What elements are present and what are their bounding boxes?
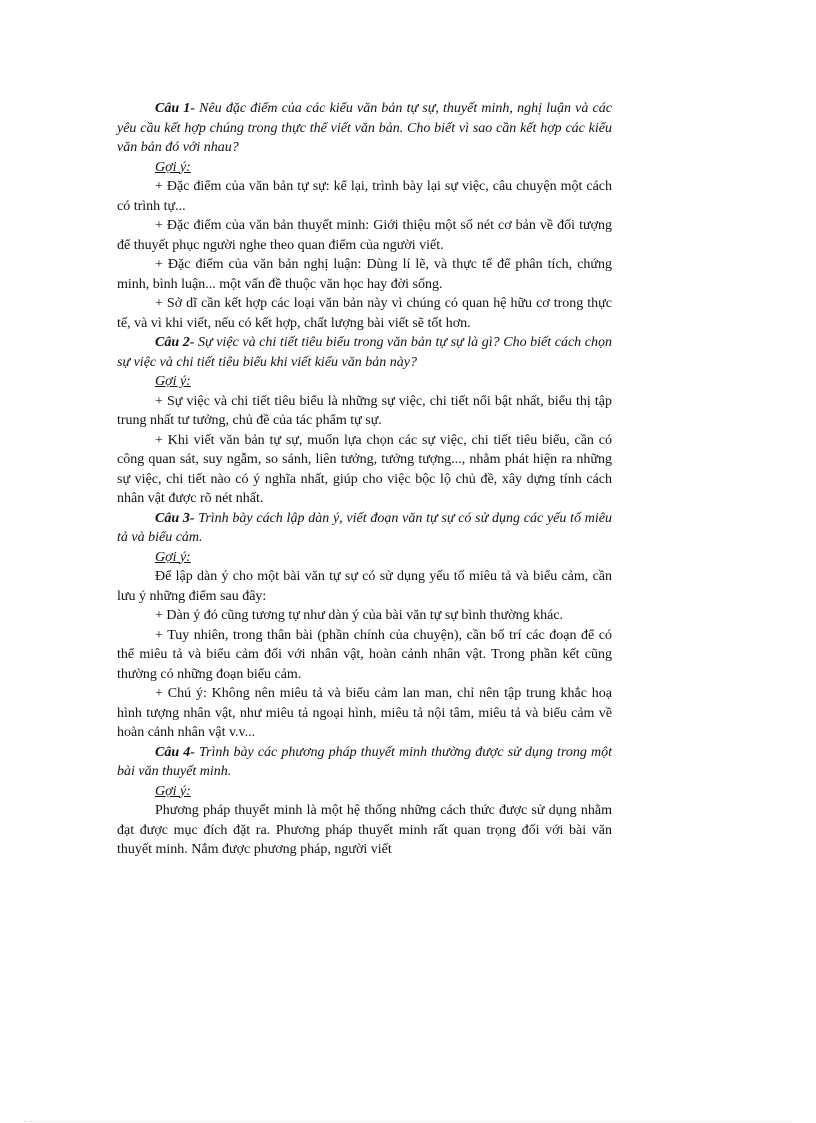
question-number: Câu 3- [155,510,195,526]
hint-label: Gợi ý: [155,783,191,799]
paragraph: + Sở dĩ cần kết hợp các loại văn bản này vì chúng có quan hệ hữu cơ trong thực tế, và vì khi viết, nếu có kết hợp, chất lượng bài viết sẽ tốt hơn. [117,296,612,331]
question-text: Trình bày cách lập dàn ý, viết đoạn văn tự sự có sử dụng các yếu tố miêu tả và biểu cảm. [117,510,612,545]
question-number: Câu 4- [155,744,195,760]
hint-label: Gợi ý: [155,374,191,389]
document-body [117,99,612,860]
paragraph: + Dàn ý đó cũng tương tự như dàn ý của bài văn tự sự bình thường khác. [155,608,564,623]
page-bottom-divider [24,1121,792,1122]
hint-label: Gợi ý: [155,549,191,565]
question-number: Câu 1- [155,101,195,116]
paragraph: + Đặc điểm của văn bản tự sự: kể lại, trình bày lại sự việc, câu chuyện một cách có trình tự... [117,179,612,214]
paragraph: + Đặc điểm của văn bản nghị luận: Dùng lí lẽ, và thực tế để phân tích, chứng minh, bình luận... một vấn đề thuộc văn học hay đời sống. [117,257,612,292]
question-text: Trình bày các phương pháp thuyết minh thường được sử dụng trong một bài văn thuyết minh. [117,744,612,779]
question-text: Nêu đặc điểm của các kiểu văn bản tự sự, thuyết minh, nghị luận và các yêu cầu kết hợp chúng trong thực thể viết văn bản. Cho biết vì sao cần kết hợp các kiểu văn bản đó với nhau? [117,101,612,155]
question-number: Câu 2- [155,335,195,350]
question-1 [117,99,612,158]
question-text: Sự việc và chi tiết tiêu biểu trong văn bản tự sự là gì? Cho biết cách chọn sự việc và chi tiết tiêu biểu khi viết kiểu văn bản này? [117,335,612,370]
paragraph: Để lập dàn ý cho một bài văn tự sự có sử dụng yếu tố miêu tả và biểu cảm, cần lưu ý những điểm sau đây: [117,569,612,604]
paragraph: + Sự việc và chi tiết tiêu biểu là những sự việc, chi tiết nổi bật nhất, biểu thị tập trung nhất tư tưởng, chủ đề của tác phẩm tự sự. [117,393,612,428]
paragraph: + Chú ý: Không nên miêu tả và biểu cảm lan man, chỉ nên tập trung khắc hoạ hình tượng nhân vật, như miêu tả ngoại hình, miêu tả nội tâm, miêu tả và biểu cảm về hoàn cảnh nhân vật v.v... [117,686,612,740]
hint-label: Gợi ý: [155,159,191,175]
paragraph: + Tuy nhiên, trong thân bài (phần chính của chuyện), cần bố trí các đoạn để có thể miêu tả và biểu cảm đối với nhân vật, hoàn cảnh nhân vật. Trong phần kết cũng thường có những đoạn biểu cảm. [117,627,612,682]
question-3 [117,509,612,548]
question-4 [117,743,612,782]
paragraph: Phương pháp thuyết minh là một hệ thống những cách thức được sử dụng nhằm đạt được mục đích đặt ra. Phương pháp thuyết minh rất quan trọng đối với bài văn thuyết minh. Nắm được phương pháp, người viết [117,803,612,857]
question-2 [117,333,612,372]
paragraph: + Đặc điểm của văn bản thuyết minh: Giới thiệu một số nét cơ bản về đối tượng để thuyết phục người nghe theo quan điểm của người viết. [117,218,612,253]
paragraph: + Khi viết văn bản tự sự, muốn lựa chọn các sự việc, chi tiết tiêu biểu, cần có công quan sát, suy ngẫm, so sánh, liên tưởng, tưởng tượng..., nhằm phát hiện ra những sự việc, chi tiết nào có ý nghĩa nhất, giúp cho việc bộc lộ chủ đề, xây dựng tính cách nhân vật được rõ nét nhất. [117,432,612,506]
